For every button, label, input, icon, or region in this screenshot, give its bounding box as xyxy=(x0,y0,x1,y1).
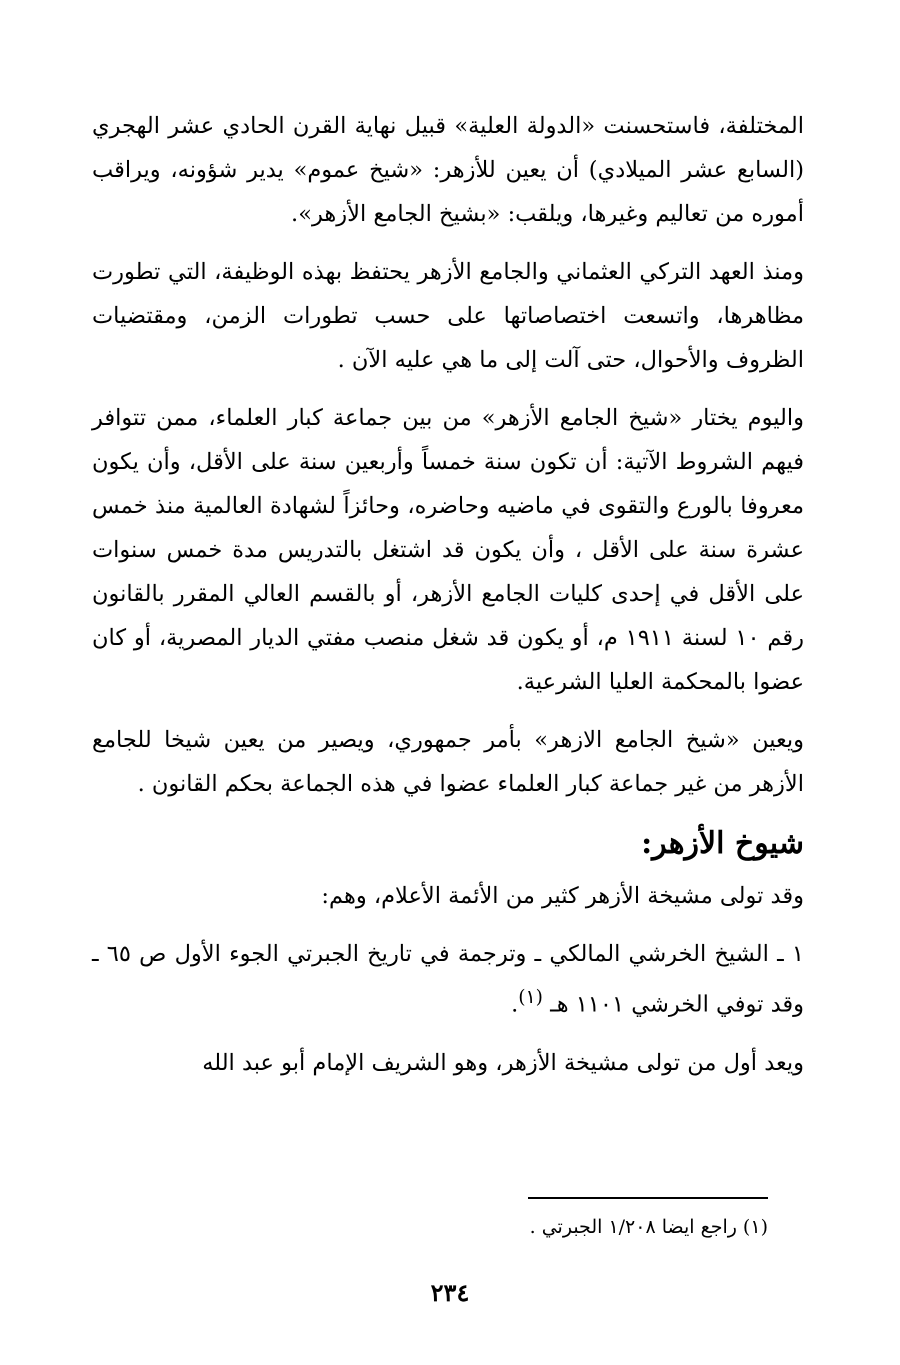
footnote-separator xyxy=(528,1197,768,1199)
footnote: (١) راجع ايضا ١/٢٠٨ الجبرتي . xyxy=(529,1216,768,1238)
list-item-1 xyxy=(92,932,804,1027)
section-heading: شيوخ الأزهر: xyxy=(641,826,804,861)
last-paragraph: ويعد أول من تولى مشيخة الأزهر، وهو الشريف الإمام أبو عبد الله xyxy=(202,1049,804,1076)
paragraph-3: واليوم يختار «شيخ الجامع الأزهر» من بين جماعة كبار العلماء، ممن تتوافر فيهم الشروط الآتية: أن تكون سنة خمساً وأربعين سنة على الأقل، وأن يكون معروفا بالورع والتقوى في ماضيه وحاضره، وحائزاً لشهادة العالمية منذ خمس عشرة سنة على الأقل ، وأن يكون قد اشتغل بالتدريس مدة خمس سنوات على الأقل في إحدى كليات الجامع الأزهر، أو بالقسم العالي المقرر بالقانون رقم ١٠ لسنة ١٩١١ م، أو يكون قد شغل منصب مفتي الديار المصرية، أو كان عضوا بالمحكمة العليا الشرعية. xyxy=(92,405,804,695)
footnote-reference: (١) xyxy=(518,987,543,1008)
list-item-1-end: . xyxy=(511,991,519,1018)
intro-paragraph: وقد تولى مشيخة الأزهر كثير من الأئمة الأعلام، وهم: xyxy=(321,883,804,909)
paragraph-1: المختلفة، فاستحسنت «الدولة العلية» قبيل نهاية القرن الحادي عشر الهجري (السابع عشر الميلادي) أن يعين للأزهر: «شيخ عموم» يدير شؤونه، ويراقب أموره من تعاليم وغيرها، ويلقب: «بشيخ الجامع الأزهر». xyxy=(92,113,804,227)
page-body xyxy=(92,104,804,1099)
paragraph-4: ويعين «شيخ الجامع الازهر» بأمر جمهوري، ويصير من يعين شيخا للجامع الأزهر من غير جماعة كبار العلماء عضوا في هذه الجماعة بحكم القانون . xyxy=(92,727,804,797)
paragraph-2: ومنذ العهد التركي العثماني والجامع الأزهر يحتفظ بهذه الوظيفة، التي تطورت مظاهرها، واتسعت اختصاصاتها على حسب تطورات الزمن، ومقتضيات الظروف والأحوال، حتى آلت إلى ما هي عليه الآن . xyxy=(92,259,804,373)
list-item-1-text: ١ ـ الشيخ الخرشي المالكي ـ وترجمة في تاريخ الجبرتي الجوء الأول ص ٦٥ ـ وقد توفي الخرشي ١١٠١ هـ xyxy=(92,941,804,1018)
page-number: ٢٣٤ xyxy=(430,1278,470,1307)
